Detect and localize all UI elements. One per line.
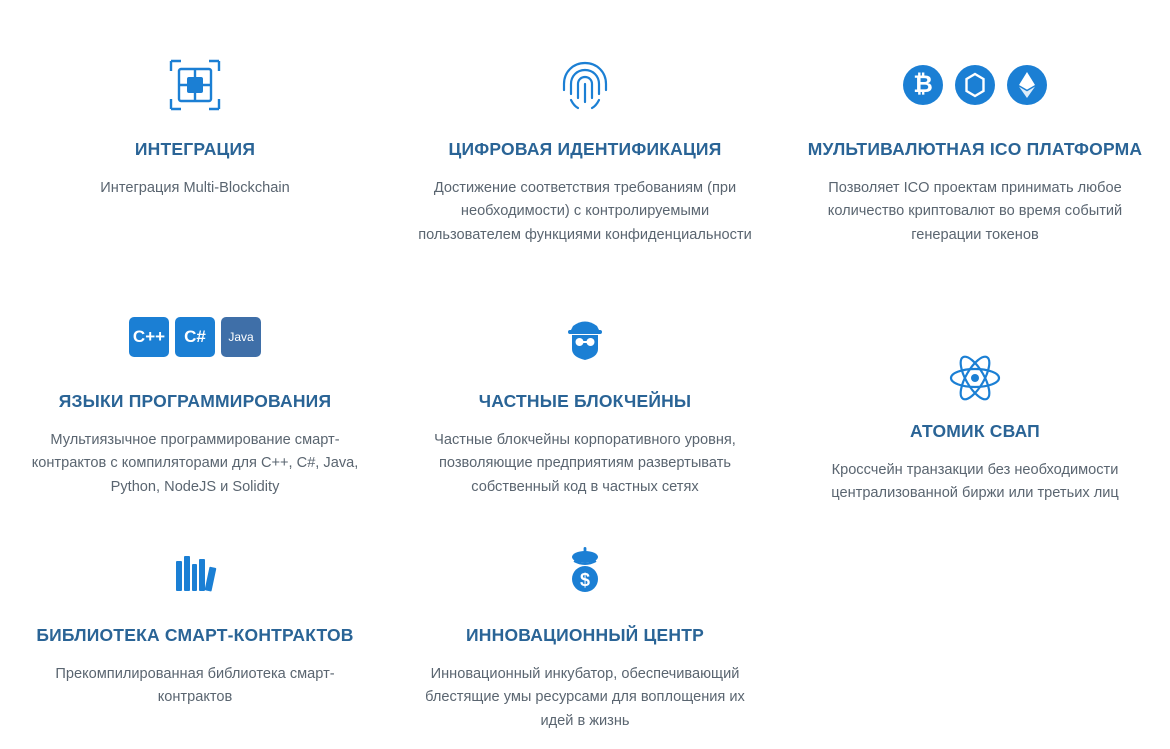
bitcoin-icon: [903, 65, 943, 105]
cpp-chip-icon: [129, 317, 169, 357]
java-chip-icon: [221, 317, 261, 357]
csharp-chip-icon: [175, 317, 215, 357]
feature-description: Позволяет ICO проектам принимать любое количество криптовалют во время событий генерации токенов: [827, 179, 1123, 244]
feature-title: АТОМИК СВАП: [910, 420, 1040, 441]
java-label: Java: [228, 330, 254, 344]
smart-contract-library-books-icon: [171, 528, 219, 614]
multi-currency-coins-icon: [903, 42, 1047, 128]
feature-description: Достижение соответствия требованиям (при необходимости) с контролируемыми пользователем функциями конфиденциальности: [418, 179, 752, 244]
feature-card-innovation-hub: [390, 506, 780, 749]
feature-title: ЧАСТНЫЕ БЛОКЧЕЙНЫ: [478, 391, 692, 411]
fingerprint-icon: [560, 42, 610, 128]
feature-description: Частные блокчейны корпоративного уровня, позволяющие предприятиям развертывать собственный код в частных сетях: [434, 431, 736, 496]
csharp-label: C#: [184, 327, 206, 346]
feature-description: Кроссчейн транзакции без необходимости централизованной биржи или третьих лиц: [831, 461, 1119, 502]
ethereum-icon: [1007, 65, 1047, 105]
feature-description: Интеграция Multi-Blockchain: [100, 179, 290, 196]
svg-text:$: $: [579, 570, 591, 590]
feature-description: Инновационный инкубатор, обеспечивающий блестящие умы ресурсами для воплощения их идей в жизнь: [425, 665, 745, 730]
programming-languages-icon: [129, 294, 261, 380]
integration-blockchain-icon: [167, 42, 223, 128]
feature-description: Прекомпилированная библиотека смарт-контрактов: [55, 665, 335, 706]
chainlink-hex-icon: [955, 65, 995, 105]
feature-card-private-blockchains: [390, 274, 780, 506]
feature-card-smart-contract-library: [0, 506, 390, 749]
feature-title: БИБЛИОТЕКА СМАРТ-КОНТРАКТОВ: [36, 625, 354, 645]
feature-grid-empty-cell: [780, 506, 1170, 749]
feature-title: ИННОВАЦИОННЫЙ ЦЕНТР: [466, 625, 704, 645]
private-blockchain-spy-icon: [563, 294, 607, 380]
cpp-label: C++: [132, 327, 166, 346]
feature-card-digital-identification: [390, 0, 780, 274]
feature-card-programming-languages: [0, 274, 390, 506]
feature-title: МУЛЬТИВАЛЮТНАЯ ICO ПЛАТФОРМА: [807, 139, 1143, 159]
bitcoin-symbol: ₿: [913, 71, 933, 98]
feature-description: Мультиязычное программирование смарт-контрактов с компиляторами для C++, C#, Java, Python, NodeJS и Solidity: [31, 431, 359, 496]
feature-card-integration: [0, 0, 390, 274]
feature-title: ЯЗЫКИ ПРОГРАММИРОВАНИЯ: [58, 391, 332, 411]
feature-card-atomic-swap: [780, 326, 1170, 506]
feature-title: ИНТЕГРАЦИЯ: [134, 139, 256, 159]
innovation-hub-incubator-icon: [562, 528, 608, 614]
feature-title: ЦИФРОВАЯ ИДЕНТИФИКАЦИЯ: [448, 139, 722, 159]
feature-card-multi-currency-ico: [780, 0, 1170, 274]
atomic-swap-icon: [949, 346, 1001, 410]
